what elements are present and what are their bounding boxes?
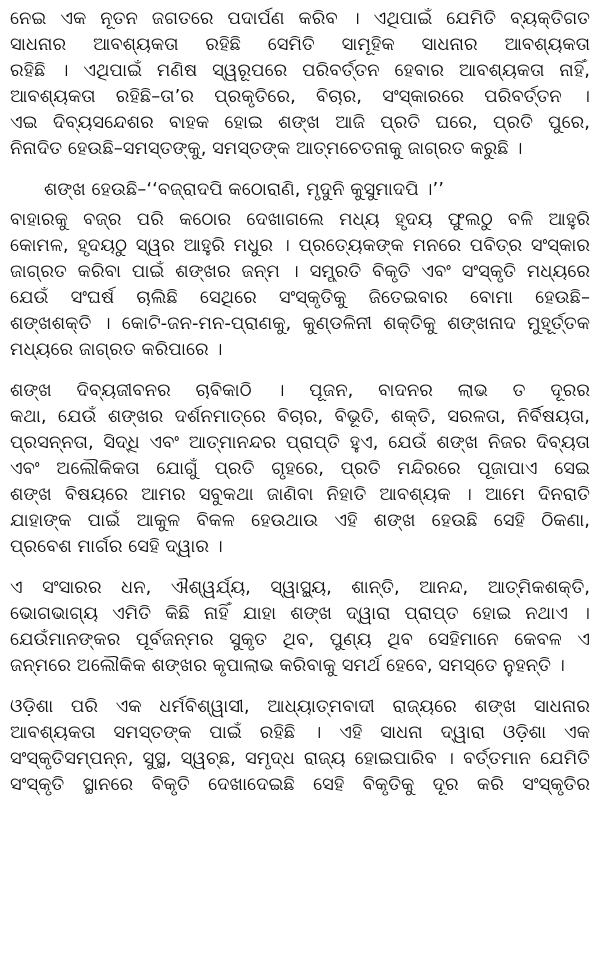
text-line: କଥା, ଯେଉଁ ଶଙ୍ଖର ଦର୍ଶନମାତ୍ରେ ବିଚାର, ବିଭୂତି, ଶକ୍ତି, ସରଳତା, ନିର୍ବିଷୟତା, (10, 406, 590, 427)
text-line: ଏବଂ ଅଲୌକିକତା ଯୋଗୁଁ ପ୍ରତି ଗୃହରେ, ପ୍ରତି ମନ୍ଦିରରେ ପୂଜାପାଏ ସେଇ (10, 458, 590, 479)
text-line: କୋମଳ, ହୃଦୟଠୁ ସ୍ୱର ଆହୁରି ମଧୁର । ପ୍ରତ୍ୟେକଙ୍କ ମନରେ ପବିତ୍ର ସଂସ୍କାର (10, 235, 590, 256)
text-line: ସାଧନାର ଆବଶ୍ୟକତା ରହିଛି ସେମିତି ସାମୂହିକ ସାଧନାର ଆବଶ୍ୟକତା (10, 34, 590, 55)
text-line: ବାହାରକୁ ବଜ୍ର ପରି କଠୋର ଦେଖାଗଲେ ମଧ୍ୟ ହୃଦୟ ଫୁଲଠୁ ବଳି ଆହୁରି (10, 209, 590, 230)
text-line: ସଂସ୍କୃତି ସ୍ଥାନରେ ବିକୃତି ଦେଖାଦେଇଛି ସେହି ବିକୃତିକୁ ଦୂର କରି ସଂସ୍କୃତିର (10, 774, 590, 795)
text-line: ଏଇ ଦିବ୍ୟସନ୍ଦେଶର ବାହକ ହୋଇ ଶଙ୍ଖ ଆଜି ପ୍ରତି ଘରେ, ପ୍ରତି ପୁରେ, (10, 112, 590, 133)
text-line: ମଧ୍ୟରେ ଜାଗ୍ରତ କରିପାରେ । (10, 339, 223, 360)
text-line: ଓଡ଼ିଶା ପରି ଏକ ଧର୍ମବିଶ୍ୱାସୀ, ଆଧ୍ୟାତ୍ମବାଦୀ ରାଜ୍ୟରେ ଶଙ୍ଖ ସାଧନାର (10, 696, 590, 717)
text-line: ରହିଛି । ଏଥିପାଇଁ ମଣିଷ ସ୍ୱରୂପରେ ପରିବର୍ତ୍ତନ ହେବାର ଆବଶ୍ୟକତା ନାହିଁ, (10, 60, 590, 81)
quote-line: ଶଙ୍ଖ ହେଉଛି–‘‘ବଜ୍ରାଦପି କଠୋରାଣି, ମୃଦୁନି କୁସୁମାଦପି ।’’ (44, 179, 444, 200)
text-line: ସଂସ୍କୃତିସମ୍ପନ୍ନ, ସୁସ୍ଥ, ସ୍ୱଚ୍ଛ, ସମୃଦ୍ଧ ରାଜ୍ୟ ହୋଇପାରିବ । ବର୍ତ୍ତମାନ ଯେମିତି (10, 748, 590, 769)
text-line: ଆବଶ୍ୟକତା ସମସ୍ତଙ୍କ ପାଇଁ ରହିଛି । ଏହି ସାଧନା ଦ୍ୱାରା ଓଡ଼ିଶା ଏକ (10, 722, 590, 743)
quote-paragraph (10, 177, 590, 203)
paragraph-2 (10, 207, 590, 363)
paragraph-4 (10, 575, 590, 679)
text-line: ଶଙ୍ଖ ବିଷୟରେ ଆମର ସବୁକଥା ଜାଣିବା ନିହାତି ଆବଶ୍ୟକ । ଆମେ ଦିନରାତି (10, 484, 590, 505)
text-line: ଜାଗ୍ରତ କରିବା ପାଇଁ ଶଙ୍ଖର ଜନ୍ମ । ସମ୍ପ୍ରତି ବିକୃତି ଏବଂ ସଂସ୍କୃତି ମଧ୍ୟରେ (10, 261, 590, 282)
text-line: ପ୍ରସନ୍ନତା, ସିଦ୍ଧି ଏବଂ ଆତ୍ମାନନ୍ଦର ପ୍ରାପ୍ତି ହୁଏ, ଯେଉଁ ଶଙ୍ଖ ନିଜର ଦିବ୍ୟତା (10, 432, 590, 453)
text-line: ଯାହାଙ୍କ ପାଇଁ ଆକୁଳ ବିକଳ ହେଉଥାଉ ଏହି ଶଙ୍ଖ ହେଉଛି ସେହି ଠିକଣା, (10, 510, 590, 531)
text-line: ନେଇ ଏକ ନୂତନ ଜଗତରେ ପଦାର୍ପଣ କରିବ । ଏଥିପାଇଁ ଯେମିତି ବ୍ୟକ୍ତିଗତ (10, 8, 590, 29)
text-line: ଶଙ୍ଖଶକ୍ତି । କୋଟି-ଜନ-ମନ-ପ୍ରାଣକୁ, କୁଣ୍ଡଳିନୀ ଶକ୍ତିକୁ ଶଙ୍ଖନାଦ ମୁହୂର୍ତ୍ତକ (10, 313, 590, 334)
text-line: ଜନ୍ମରେ ଅଲୌକିକ ଶଙ୍ଖର କୃପାଲାଭ କରିବାକୁ ସମର୍ଥ ହେବେ, ସମସ୍ତେ ନୁହନ୍ତି । (10, 655, 565, 676)
text-line: ଯେଉଁ ସଂଘର୍ଷ ଚାଲିଛି ସେଥିରେ ସଂସ୍କୃତିକୁ ଜିତେଇବାର ବୋମା ହେଉଛି– (10, 287, 590, 308)
text-line: ପ୍ରବେଶ ମାର୍ଗର ସେହି ଦ୍ୱାର । (10, 536, 223, 557)
text-line: ଶଙ୍ଖ ଦିବ୍ୟଜୀବନର ଚାବିକାଠି । ପୂଜନ, ବାଦନର ଲାଭ ତ ଦୂରର (10, 380, 590, 401)
paragraph-1 (10, 6, 590, 162)
text-line: ଯେଉଁମାନଙ୍କର ପୂର୍ବଜନ୍ମର ସୁକୃତ ଥିବ, ପୁଣ୍ୟ ଥିବ ସେହିମାନେ କେବଳ ଏ (10, 629, 590, 650)
text-line: ନିନାଦିତ ହେଉଛି–ସମସ୍ତଙ୍କୁ, ସମସ୍ତଙ୍କ ଆତ୍ମଚେତନାକୁ ଜାଗ୍ରତ କରୁଛି । (10, 138, 523, 159)
paragraph-3 (10, 378, 590, 560)
text-line: ଏ ସଂସାରର ଧନ, ଐଶ୍ୱର୍ଯ୍ୟ, ସ୍ୱାସ୍ଥ୍ୟ, ଶାନ୍ତି, ଆନନ୍ଦ, ଆତ୍ମିକଶକ୍ତି, (10, 577, 590, 598)
text-line: ଆବଶ୍ୟକତା ରହିଛି–ତା’ର ପ୍ରକୃତିରେ, ବିଚାର, ସଂସ୍କାରରେ ପରିବର୍ତ୍ତନ । (10, 86, 590, 107)
paragraph-5 (10, 694, 590, 798)
text-line: ଭୋଗଭାଗ୍ୟ ଏମିତି କିଛି ନାହିଁ ଯାହା ଶଙ୍ଖ ଦ୍ୱାରା ପ୍ରାପ୍ତ ହୋଇ ନଥାଏ । (10, 603, 590, 624)
